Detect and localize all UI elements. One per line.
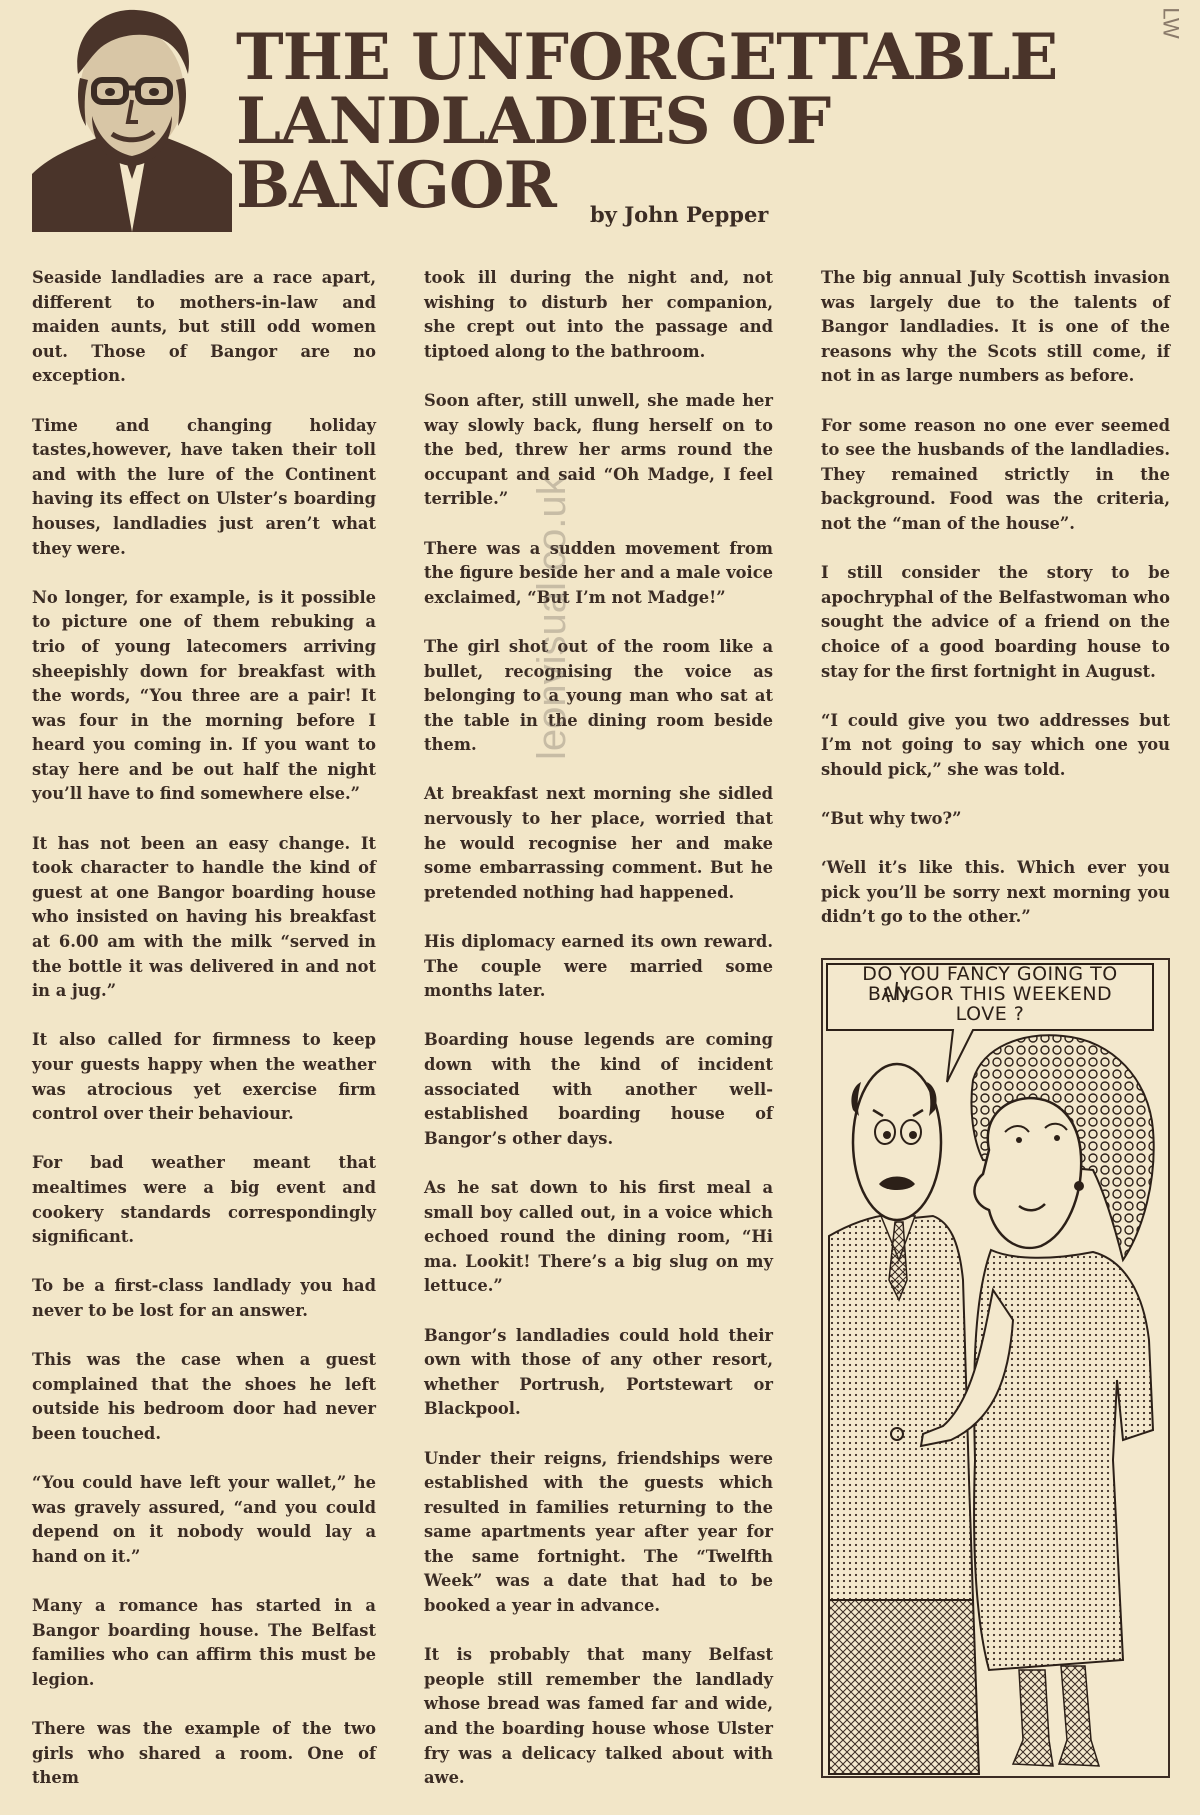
cartoon-panel <box>821 958 1170 1778</box>
title-line: BANGOR <box>236 148 556 223</box>
paragraph: It has not been an easy change. It took character to handle the kind of guest at one Bangor boarding house who insisted on having his breakfast at 6.00 am with the milk “served in the bottle it was delivered in and not in a jug.” <box>32 833 376 1001</box>
paragraph: Soon after, still unwell, she made her way slowly back, flung herself on to the bed, threw her arms round the occupant and said “Oh Madge, I feel terrible.” <box>424 390 773 509</box>
paragraph: No longer, for example, is it possible to picture one of them rebuking a trio of young latecomers arriving sheepishly down for breakfast with the words, “You three are a pair! It was four in the morning before I heard you coming in. If you want to stay here and be out half the night you’ll have to find somewhere else.” <box>32 587 376 804</box>
corner-mark: LW <box>1158 7 1184 39</box>
paragraph: “You could have left your wallet,” he was gravely assured, “and you could depend on it nobody would lay a hand on it.” <box>32 1473 376 1566</box>
paragraph: His diplomacy earned its own reward. The couple were married some months later. <box>424 932 773 1001</box>
paragraph: The big annual July Scottish invasion was largely due to the talents of Bangor landladies. It is one of the reasons why the Scots still come, if not in as large numbers as before. <box>821 268 1170 386</box>
title-line: LANDLADIES OF <box>236 84 831 159</box>
speech-line: BANGOR THIS WEEKEND <box>867 983 1113 1005</box>
paragraph: For some reason no one ever seemed to see the husbands of the landladies. They remained strictly in the background. Food was the criteria, not the “man of the house”. <box>821 415 1170 533</box>
byline: by John Pepper <box>590 202 769 227</box>
cartoon-illustration <box>823 960 1168 1776</box>
author-portrait-image <box>32 4 232 232</box>
paragraph: To be a first-class landlady you had never to be lost for an answer. <box>32 1276 376 1320</box>
paragraph: “I could give you two addresses but I’m not going to say which one you should pick,” she was told. <box>821 710 1170 779</box>
paragraph: At breakfast next morning she sidled nervously to her place, worried that he would recognise her and make some embarrassing comment. But he pretended nothing had happened. <box>424 784 773 902</box>
paragraph: took ill during the night and, not wishing to disturb her companion, she crept out into the passage and tiptoed along to the bathroom. <box>424 268 773 361</box>
paragraph: For bad weather meant that mealtimes were a big event and cookery standards correspondingly significant. <box>32 1153 376 1247</box>
speech-line: DO YOU FANCY GOING TO <box>862 963 1118 985</box>
paragraph: It also called for firmness to keep your guests happy when the weather was atrocious yet exercise firm control over their behaviour. <box>32 1030 376 1124</box>
paragraph: It is probably that many Belfast people still remember the landlady whose bread was famed far and wide, and the boarding house whose Ulster fry was a delicacy talked about with awe. <box>424 1645 773 1788</box>
paragraph: Many a romance has started in a Bangor boarding house. The Belfast families who can affirm this must be legion. <box>32 1596 376 1689</box>
article-column-3 <box>821 266 1170 955</box>
paragraph: The girl shot out of the room like a bullet, recognising the voice as belonging to a young man who sat at the table in the dining room beside them. <box>424 636 773 755</box>
article-column-1 <box>32 266 376 1815</box>
paragraph: This was the case when a guest complained that the shoes he left outside his bedroom door had never been touched. <box>32 1350 376 1443</box>
paragraph: Bangor’s landladies could hold their own with those of any other resort, whether Portrush, Portstewart or Blackpool. <box>424 1325 773 1419</box>
paragraph: Under their reigns, friendships were established with the guests which resulted in families returning to the same apartments year after year for the same fortnight. The “Twelfth Week” was a date that had to be booked a year in advance. <box>424 1448 773 1616</box>
paragraph: Time and changing holiday tastes,however, have taken their toll and with the lure of the Continent having its effect on Ulster’s boarding houses, landladies just aren’t what they were. <box>32 415 376 558</box>
speech-line: LOVE ? <box>955 1003 1025 1025</box>
paragraph: Boarding house legends are coming down with the kind of incident associated with another well-established boarding house of Bangor’s other days. <box>424 1030 773 1148</box>
article-title <box>236 20 1058 223</box>
article-column-2 <box>424 266 773 1815</box>
speech-bubble-text <box>829 964 1151 1024</box>
paragraph: Seaside landladies are a race apart, different to mothers-in-law and maiden aunts, but still odd women out. Those of Bangor are no exception. <box>32 268 376 386</box>
watermark: leonvisual.co.uk <box>530 475 574 760</box>
title-line: THE UNFORGETTABLE <box>236 20 1058 95</box>
paragraph: ‘Well it’s like this. Which ever you pick you’ll be sorry next morning you didn’t go to the other.” <box>821 858 1170 927</box>
paragraph: “But why two?” <box>821 809 962 829</box>
paragraph: There was a sudden movement from the figure beside her and a male voice exclaimed, “But I’m not Madge!” <box>424 538 773 607</box>
paragraph: There was the example of the two girls who shared a room. One of them <box>32 1719 376 1788</box>
paragraph: I still consider the story to be apochryphal of the Belfastwoman who sought the advice of a friend on the choice of a good boarding house to stay for the first fortnight in August. <box>821 563 1170 681</box>
paragraph: As he sat down to his first meal a small boy called out, in a voice which echoed round the dining room, “Hi ma. Lookit! There’s a big slug on my lettuce.” <box>424 1177 773 1296</box>
